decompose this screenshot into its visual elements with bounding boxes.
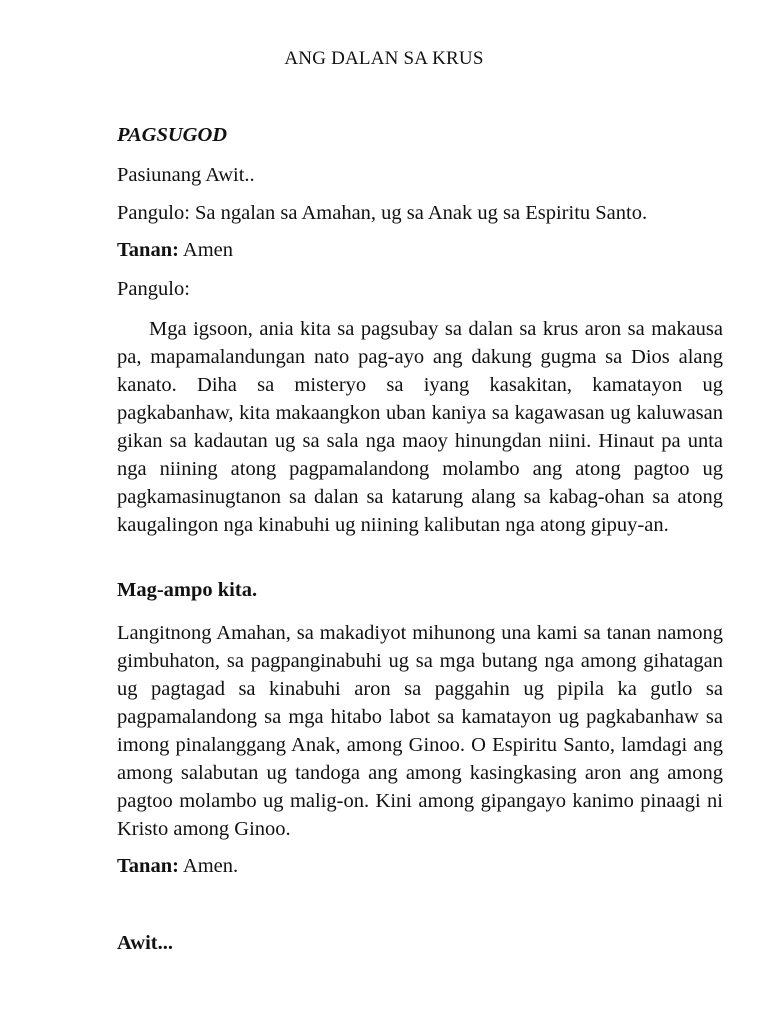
response-label: Tanan:: [117, 239, 179, 261]
response-text: Amen.: [178, 855, 239, 877]
prayer-heading: Mag-ampo kita.: [117, 579, 258, 601]
opening-song-line: Pasiunang Awit..: [117, 164, 255, 186]
response-line-1: [117, 239, 233, 262]
leader-line-1: Pangulo: Sa ngalan sa Amahan, ug sa Anak ug sa Espiritu Santo.: [117, 202, 648, 224]
response-label: Tanan:: [117, 855, 179, 877]
closing-song-line: Awit...: [117, 932, 173, 954]
document-title: ANG DALAN SA KRUS: [284, 48, 484, 69]
leader-line-2: Pangulo:: [117, 278, 190, 300]
section-heading: PAGSUGOD: [117, 124, 228, 146]
response-line-2: [117, 855, 238, 878]
response-text: Amen: [178, 239, 234, 261]
intro-paragraph: Mga igsoon, ania kita sa pagsubay sa dalan sa krus aron sa makausa pa, mapamalandungan nato pag-ayo ang dakung gugma sa Dios alang kanato. Diha sa misteryo sa iyang kasakitan, kamatayon ug pagkabanhaw, kita makaangkon uban kaniya sa kagawasan ug kaluwasan gikan sa kadautan ug sa sala nga maoy hinungdan niini. Hinaut pa unta nga niining atong pagpamalandong molambo ang atong pagtoo ug pagkamasinugtanon sa dalan sa katarung alang sa kabag-ohan sa atong kaugalingon nga kinabuhi ug niining kalibutan nga atong gipuy-an.: [117, 318, 723, 536]
prayer-paragraph: Langitnong Amahan, sa makadiyot mihunong una kami sa tanan namong gimbuhaton, sa pagpanginabuhi ug sa mga butang nga among gihatagan ug pagtagad sa kinabuhi aron sa paggahin ug pipila ka gutlo sa pagpamalandong sa mga hitabo labot sa kamatayon ug pagkabanhaw sa imong pinalanggang Anak, among Ginoo. O Espiritu Santo, lamdagi ang among salabutan ug tandoga ang among kasingkasing aron ang among pagtoo molambo ug malig-on. Kini among gipangayo kanimo pinaagi ni Kristo among Ginoo.: [117, 622, 723, 840]
